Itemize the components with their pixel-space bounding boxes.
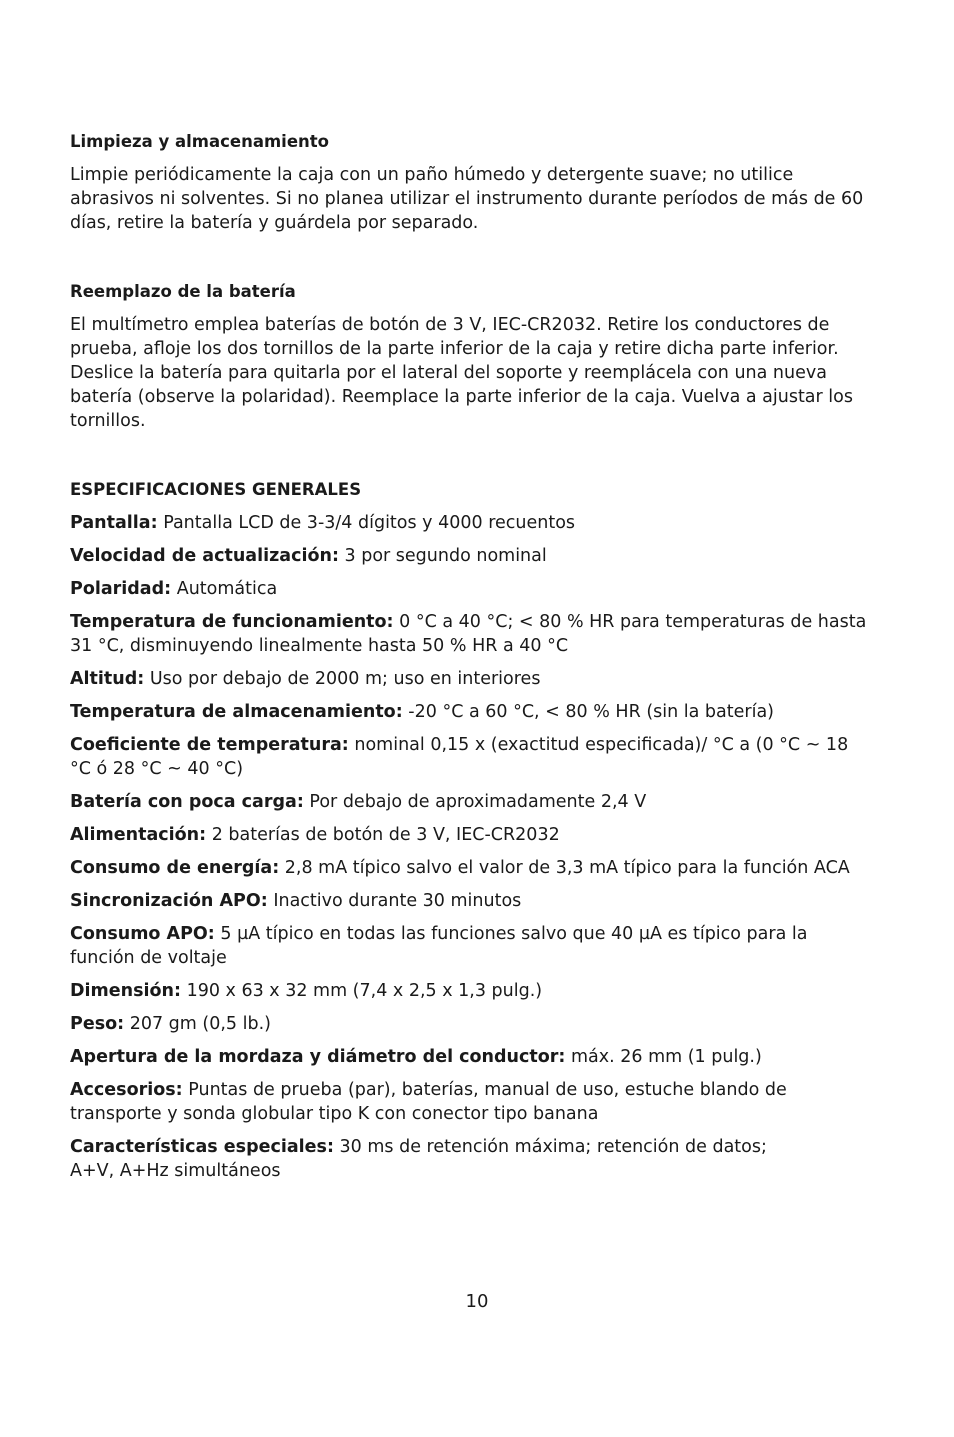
- spec-item: [70, 577, 870, 601]
- spec-item: [70, 1045, 870, 1069]
- spec-label: Velocidad de actualización:: [70, 546, 339, 566]
- spec-value: 3 por segundo nominal: [344, 546, 547, 566]
- spec-value: Puntas de prueba (par), baterías, manual de uso, estuche blando de transporte y sonda globular tipo K con conector tipo banana: [70, 1080, 787, 1124]
- spec-list: [70, 511, 870, 1183]
- spec-label: Pantalla:: [70, 513, 158, 533]
- spec-label: Alimentación:: [70, 825, 207, 845]
- spec-item: [70, 667, 870, 691]
- spec-item: [70, 1078, 870, 1126]
- spec-label: Temperatura de almacenamiento:: [70, 702, 403, 722]
- spec-label: Apertura de la mordaza y diámetro del conductor:: [70, 1047, 566, 1067]
- spec-label: Accesorios:: [70, 1080, 183, 1100]
- spec-label: Consumo APO:: [70, 924, 215, 944]
- spec-item: [70, 922, 870, 970]
- spec-label: Polaridad:: [70, 579, 172, 599]
- spec-item: [70, 610, 870, 658]
- spec-item: [70, 823, 870, 847]
- spec-value: máx. 26 mm (1 pulg.): [570, 1047, 762, 1067]
- manual-page: [70, 130, 870, 1192]
- spec-value: Automática: [176, 579, 278, 599]
- cleaning-section: [70, 130, 870, 235]
- cleaning-heading: Limpieza y almacenamiento: [70, 132, 329, 151]
- spec-value: -20 °C a 60 °C, < 80 % HR (sin la batería): [408, 702, 774, 722]
- page-number: 10: [465, 1291, 489, 1312]
- spec-item: [70, 1135, 870, 1183]
- spec-label: Altitud:: [70, 669, 145, 689]
- spec-value: 5 µA típico en todas las funciones salvo que 40 µA es típico para la función de voltaje: [70, 924, 808, 968]
- spec-label: Batería con poca carga:: [70, 792, 304, 812]
- battery-heading: Reemplazo de la batería: [70, 282, 296, 301]
- specs-heading: ESPECIFICACIONES GENERALES: [70, 480, 362, 499]
- spec-item: [70, 889, 870, 913]
- cleaning-text: Limpie periódicamente la caja con un paño húmedo y detergente suave; no utilice abrasivos ni solventes. Si no planea utilizar el instrumento durante períodos de más de 60 días, retire la batería y guárdela por separado.: [70, 165, 864, 233]
- battery-section: [70, 280, 870, 433]
- spec-item: [70, 790, 870, 814]
- spec-label: Peso:: [70, 1014, 125, 1034]
- spec-value: Por debajo de aproximadamente 2,4 V: [309, 792, 647, 812]
- specs-section: [70, 478, 870, 1183]
- spec-label: Dimensión:: [70, 981, 181, 1001]
- spec-item: [70, 733, 870, 781]
- spec-item: [70, 979, 870, 1003]
- spec-value: nominal 0,15 x (exactitud especificada)/ °C a (0 °C ~ 18 °C ó 28 °C ~ 40 °C): [70, 735, 849, 779]
- spec-item: [70, 544, 870, 568]
- spec-item: [70, 511, 870, 535]
- spec-value: 0 °C a 40 °C; < 80 % HR para temperaturas de hasta 31 °C, disminuyendo linealmente hasta 50 % HR a 40 °C: [70, 612, 867, 656]
- spec-value: 30 ms de retención máxima; retención de datos; A+V, A+Hz simultáneos: [70, 1137, 767, 1181]
- spec-value: 207 gm (0,5 lb.): [129, 1014, 271, 1034]
- spec-item: [70, 856, 870, 880]
- spec-label: Consumo de energía:: [70, 858, 280, 878]
- spec-item: [70, 700, 870, 724]
- spec-value: Pantalla LCD de 3-3/4 dígitos y 4000 recuentos: [163, 513, 576, 533]
- spec-label: Sincronización APO:: [70, 891, 268, 911]
- spec-value: 2,8 mA típico salvo el valor de 3,3 mA típico para la función ACA: [284, 858, 850, 878]
- spec-item: [70, 1012, 870, 1036]
- spec-value: 2 baterías de botón de 3 V, IEC-CR2032: [211, 825, 560, 845]
- spec-value: Inactivo durante 30 minutos: [273, 891, 522, 911]
- spec-value: Uso por debajo de 2000 m; uso en interiores: [149, 669, 541, 689]
- spec-value: 190 x 63 x 32 mm (7,4 x 2,5 x 1,3 pulg.): [186, 981, 543, 1001]
- spec-label: Características especiales:: [70, 1137, 334, 1157]
- spec-label: Temperatura de funcionamiento:: [70, 612, 394, 632]
- battery-text: El multímetro emplea baterías de botón de 3 V, IEC-CR2032. Retire los conductores de prueba, afloje los dos tornillos de la parte inferior de la caja y retire dicha parte inferior. Deslice la batería para quitarla por el lateral del soporte y reemplácela con una nueva batería (observe la polaridad). Reemplace la parte inferior de la caja. Vuelva a ajustar los tornillos.: [70, 315, 853, 431]
- spec-label: Coeficiente de temperatura:: [70, 735, 349, 755]
